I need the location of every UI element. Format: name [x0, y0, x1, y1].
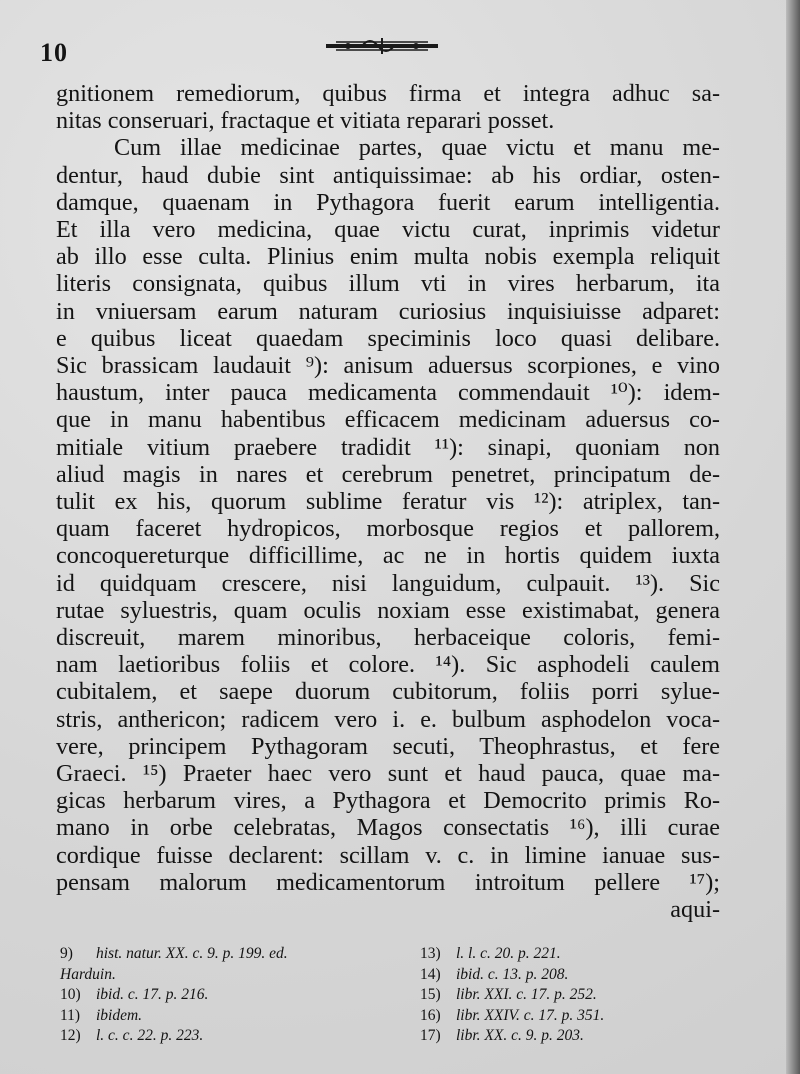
text-line: id quidquam crescere, nisi languidum, culpauit. ¹³). Sic: [56, 569, 720, 597]
text-line: cubitalem, et saepe duorum cubitorum, foliis porri sylue-: [56, 678, 720, 706]
footnote: 15) libr. XXI. c. 17. p. 252.: [420, 986, 597, 1003]
text-line: mano in orbe celebratas, Magos consectatis ¹⁶), illi curae: [56, 814, 720, 842]
text-line: gnitionem remediorum, quibus firma et integra adhuc sa-: [56, 80, 720, 107]
text-line: Cum illae medicinae partes, quae victu et manu me-: [114, 134, 720, 162]
text-line: gicas herbarum vires, a Pythagora et Democrito primis Ro-: [56, 787, 720, 815]
text-line: haustum, inter pauca medicamenta commendauit ¹⁰): idem-: [56, 379, 720, 407]
text-line: discreuit, marem minoribus, herbaceique coloris, femi-: [56, 624, 720, 652]
decorative-rule-ornament-icon: [322, 34, 442, 56]
catchword: aqui-: [670, 896, 720, 924]
text-line: literis consignata, quibus illum vti in vires herbarum, ita: [56, 270, 720, 298]
text-line: aliud magis in nares et cerebrum penetret, principatum de-: [56, 460, 720, 488]
footnote: 9) hist. natur. XX. c. 9. p. 199. ed.: [60, 945, 288, 962]
text-line: cordique fuisse declarent: scillam v. c. in limine ianuae sus-: [56, 841, 720, 869]
page-number: 10: [40, 38, 68, 67]
text-line: rutae syluestris, quam oculis noxiam esse existimabat, genera: [56, 596, 720, 624]
footnote: 13) l. l. c. 20. p. 221.: [420, 945, 561, 962]
text-line: e quibus liceat quaedam speciminis loco quasi delibare.: [56, 324, 720, 352]
text-line: quam faceret hydropicos, morbosque regios et pallorem,: [56, 515, 720, 543]
footnote: 14) ibid. c. 13. p. 208.: [420, 965, 569, 983]
footnote: 16) libr. XXIV. c. 17. p. 351.: [420, 1006, 605, 1024]
text-line: mitiale vitium praebere tradidit ¹¹): sinapi, quoniam non: [56, 433, 720, 461]
footnote: Harduin.: [60, 965, 116, 983]
text-line: Sic brassicam laudauit ⁹): anisum aduersus scorpiones, e vino: [56, 352, 720, 380]
footnote: 17) libr. XX. c. 9. p. 203.: [420, 1027, 584, 1044]
text-line: dentur, haud dubie sint antiquissimae: ab his ordiar, osten-: [56, 161, 720, 189]
footnote: 12) l. c. c. 22. p. 223.: [60, 1027, 204, 1044]
text-line: stris, anthericon; radicem vero i. e. bulbum asphodelon voca-: [56, 705, 720, 733]
page-edge-shadow: [786, 0, 800, 1074]
text-line: damque, quaenam in Pythagora fuerit earum intelligentia.: [56, 188, 720, 216]
text-line: vere, principem Pythagoram secuti, Theophrastus, et fere: [56, 732, 720, 760]
text-line: pensam malorum medicamentorum introitum pellere ¹⁷);: [56, 868, 720, 896]
footnote: 11) ibidem.: [60, 1006, 143, 1024]
text-line: que in manu habentibus efficacem medicinam aduersus co-: [56, 406, 720, 434]
main-text-block: [56, 80, 720, 923]
text-line: nitas conseruari, fractaque et vitiata reparari posset.: [56, 107, 555, 135]
text-line: Et illa vero medicina, quae victu curat, inprimis videtur: [56, 216, 720, 244]
text-line: nam laetioribus foliis et colore. ¹⁴). Sic asphodeli caulem: [56, 651, 720, 679]
text-line: in vniuersam earum naturam curiosius inquisiuisse adparet:: [56, 297, 720, 325]
text-line: Graeci. ¹⁵) Praeter haec vero sunt et haud pauca, quae ma-: [56, 760, 720, 788]
footnote: 10) ibid. c. 17. p. 216.: [60, 986, 209, 1003]
text-line: tulit ex his, quorum sublime feratur vis ¹²): atriplex, tan-: [56, 488, 720, 516]
footnotes-left-column: [60, 944, 390, 1047]
footnotes-right-column: [420, 944, 720, 1047]
text-line: ab illo esse culta. Plinius enim multa nobis exempla reliquit: [56, 243, 720, 271]
text-line: concoquereturque difficillime, ac ne in hortis quidem iuxta: [56, 542, 720, 570]
